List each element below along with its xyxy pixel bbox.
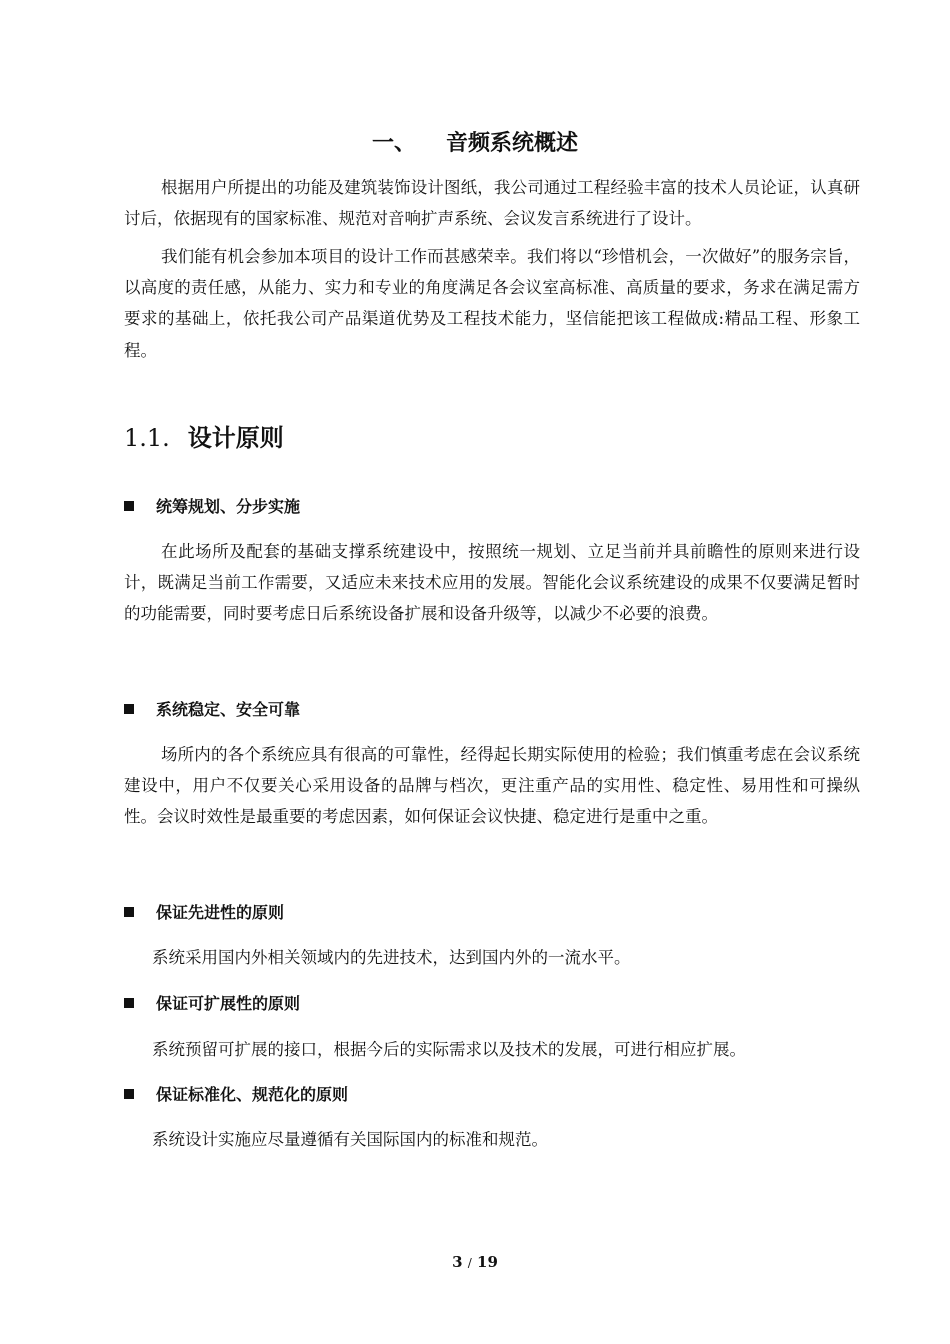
intro-paragraph-2: 我们能有机会参加本项目的设计工作而甚感荣幸。我们将以“珍惜机会，一次做好”的服务宗旨，以高度的责任感，从能力、实力和专业的角度满足各会议室高标准、高质量的要求，务求在满足需方要求的基础上，依托我公司产品渠道优势及工程技术能力，坚信能把该工程做成:精品工程、形象工程。 xyxy=(124,247,860,360)
square-bullet-icon xyxy=(124,907,134,917)
principle-body-4: 系统预留可扩展的接口，根据今后的实际需求以及技术的发展，可进行相应扩展。 xyxy=(152,1040,746,1059)
principle-body-2: 场所内的各个系统应具有很高的可靠性，经得起长期实际使用的检验；我们慎重考虑在会议系统建设中，用户不仅要关心采用设备的品牌与档次，更注重产品的实用性、稳定性、易用性和可操纵性。会议时效性是最重要的考虑因素，如何保证会议快捷、稳定进行是重中之重。 xyxy=(124,745,860,827)
intro-paragraph-1: 根据用户所提出的功能及建筑装饰设计图纸，我公司通过工程经验丰富的技术人员论证，认真研讨后，依据现有的国家标准、规范对音响扩声系统、会议发言系统进行了设计。 xyxy=(124,178,860,229)
page-separator: / xyxy=(467,1256,472,1270)
chapter-number: 一、 xyxy=(371,131,416,156)
principle-body-5: 系统设计实施应尽量遵循有关国际国内的标准和规范。 xyxy=(152,1130,548,1149)
square-bullet-icon xyxy=(124,1089,134,1099)
section-heading xyxy=(124,418,284,458)
chapter-title: 音频系统概述 xyxy=(446,131,579,156)
square-bullet-icon xyxy=(124,998,134,1008)
principle-heading-2: 系统稳定、安全可靠 xyxy=(124,697,300,723)
square-bullet-icon xyxy=(124,501,134,511)
principle-heading-1: 统筹规划、分步实施 xyxy=(124,494,300,520)
principle-body-1: 在此场所及配套的基础支撑系统建设中，按照统一规划、立足当前并具前瞻性的原则来进行设计，既满足当前工作需要，又适应未来技术应用的发展。智能化会议系统建设的成果不仅要满足暂时的功能需要，同时要考虑日后系统设备扩展和设备升级等，以减少不必要的浪费。 xyxy=(124,542,860,624)
section-title: 设计原则 xyxy=(187,424,284,452)
section-number: 1.1. xyxy=(124,424,170,452)
total-pages: 19 xyxy=(477,1253,498,1271)
current-page: 3 xyxy=(452,1253,463,1271)
principle-heading-5: 保证标准化、规范化的原则 xyxy=(124,1082,348,1108)
page-number xyxy=(0,1253,950,1271)
principle-body-3: 系统采用国内外相关领域内的先进技术，达到国内外的一流水平。 xyxy=(152,948,631,967)
principle-heading-3: 保证先进性的原则 xyxy=(124,900,284,926)
chapter-heading xyxy=(0,126,950,162)
principle-heading-4: 保证可扩展性的原则 xyxy=(124,991,300,1017)
square-bullet-icon xyxy=(124,704,134,714)
